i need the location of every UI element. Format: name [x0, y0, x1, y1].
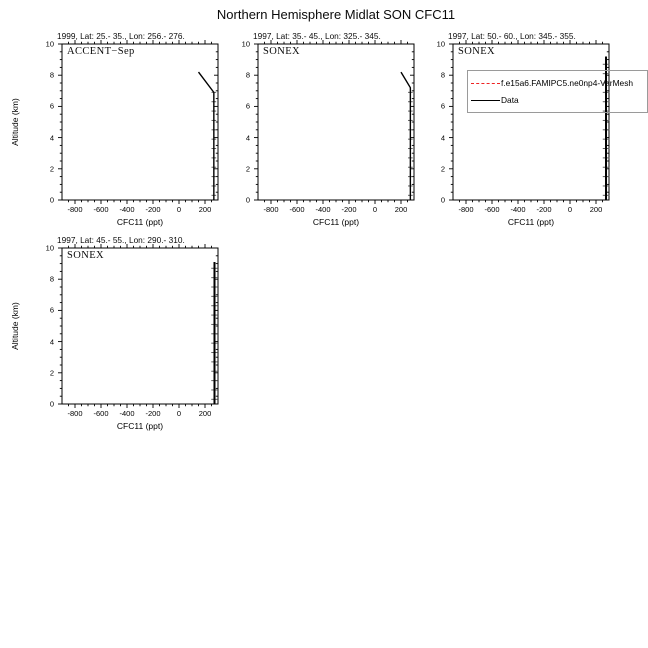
y-tick-label: 8: [440, 70, 445, 80]
page-title: Northern Hemisphere Midlat SON CFC11: [216, 7, 456, 22]
panel-header: 1997, Lat: 45.- 55., Lon: 290.- 310.: [57, 235, 185, 245]
y-tick-label: 0: [49, 399, 54, 409]
panel-header: 1997, Lat: 35.- 45., Lon: 325.- 345.: [253, 31, 381, 41]
legend-entry-data: [471, 94, 519, 106]
legend-box: [467, 70, 648, 113]
x-tick-label: -600: [484, 205, 500, 214]
legend-entry-model: [471, 77, 633, 89]
x-tick-label: -200: [536, 205, 552, 214]
y-tick-label: 6: [49, 305, 54, 315]
y-tick-label: 8: [245, 70, 250, 80]
x-axis-title: CFC11 (ppt): [507, 217, 555, 227]
legend-label: Data: [501, 94, 519, 105]
x-tick-label: -800: [67, 205, 83, 214]
y-tick-label: 6: [245, 101, 250, 111]
x-tick-label: -800: [67, 409, 83, 418]
x-axis-title: CFC11 (ppt): [312, 217, 360, 227]
y-tick-label: 2: [440, 164, 445, 174]
panel-1: [10, 31, 218, 227]
x-axis-title: CFC11 (ppt): [116, 421, 164, 431]
y-axis-title: Altitude (km): [10, 302, 20, 350]
x-tick-label: -400: [119, 409, 135, 418]
y-axis-title: Altitude (km): [10, 98, 20, 146]
panel-2: [241, 31, 414, 227]
legend-data-line-sample: [471, 100, 500, 101]
y-tick-label: 6: [440, 101, 445, 111]
y-tick-label: 10: [45, 243, 54, 253]
plot-area: [52, 238, 228, 414]
x-tick-label: -400: [510, 205, 526, 214]
x-tick-label: -200: [145, 409, 161, 418]
x-tick-label: 0: [372, 205, 378, 214]
panel-header: 1997, Lat: 50.- 60., Lon: 345.- 355.: [448, 31, 576, 41]
y-tick-label: 10: [45, 39, 54, 49]
y-tick-label: 8: [49, 274, 54, 284]
y-tick-label: 4: [440, 132, 445, 142]
x-tick-label: -800: [458, 205, 474, 214]
x-tick-label: 0: [567, 205, 573, 214]
x-tick-label: 200: [198, 409, 212, 418]
x-tick-label: 200: [394, 205, 408, 214]
legend-model-line-sample: [471, 83, 500, 84]
y-tick-label: 2: [49, 164, 54, 174]
y-tick-label: 0: [245, 195, 250, 205]
y-tick-label: 6: [49, 101, 54, 111]
x-axis-title: CFC11 (ppt): [116, 217, 164, 227]
x-tick-label: -200: [145, 205, 161, 214]
data-line: [199, 72, 214, 200]
legend-label: f.e15a6.FAMIPC5.ne0np4-VarMesh: [501, 77, 634, 88]
x-tick-label: 0: [176, 409, 182, 418]
x-tick-label: -600: [93, 409, 109, 418]
y-tick-label: 2: [245, 164, 250, 174]
panel-campaign-label: SONEX: [263, 46, 301, 57]
x-tick-label: -600: [289, 205, 305, 214]
x-tick-label: 200: [589, 205, 603, 214]
plot-area: [248, 34, 424, 210]
x-tick-label: 0: [176, 205, 182, 214]
x-tick-label: 200: [198, 205, 212, 214]
x-tick-label: -800: [263, 205, 279, 214]
y-tick-label: 0: [49, 195, 54, 205]
plot-area: [443, 34, 619, 210]
panel-4: [10, 235, 218, 431]
x-tick-label: -400: [119, 205, 135, 214]
y-tick-label: 2: [49, 368, 54, 378]
y-tick-label: 4: [245, 132, 250, 142]
x-tick-label: -200: [341, 205, 357, 214]
y-tick-label: 0: [440, 195, 445, 205]
panel-header: 1999, Lat: 25.- 35., Lon: 256.- 276.: [57, 31, 185, 41]
y-tick-label: 4: [49, 336, 54, 346]
x-tick-label: -400: [315, 205, 331, 214]
y-tick-label: 8: [49, 70, 54, 80]
plot-area: [52, 34, 228, 210]
y-tick-label: 4: [49, 132, 54, 142]
panel-3: [436, 31, 609, 227]
panel-campaign-label: SONEX: [67, 250, 105, 261]
x-tick-label: -600: [93, 205, 109, 214]
data-line: [401, 72, 410, 200]
y-tick-label: 10: [436, 39, 445, 49]
panel-campaign-label: ACCENT−Sep: [67, 46, 135, 57]
y-tick-label: 10: [241, 39, 250, 49]
panel-campaign-label: SONEX: [458, 46, 496, 57]
